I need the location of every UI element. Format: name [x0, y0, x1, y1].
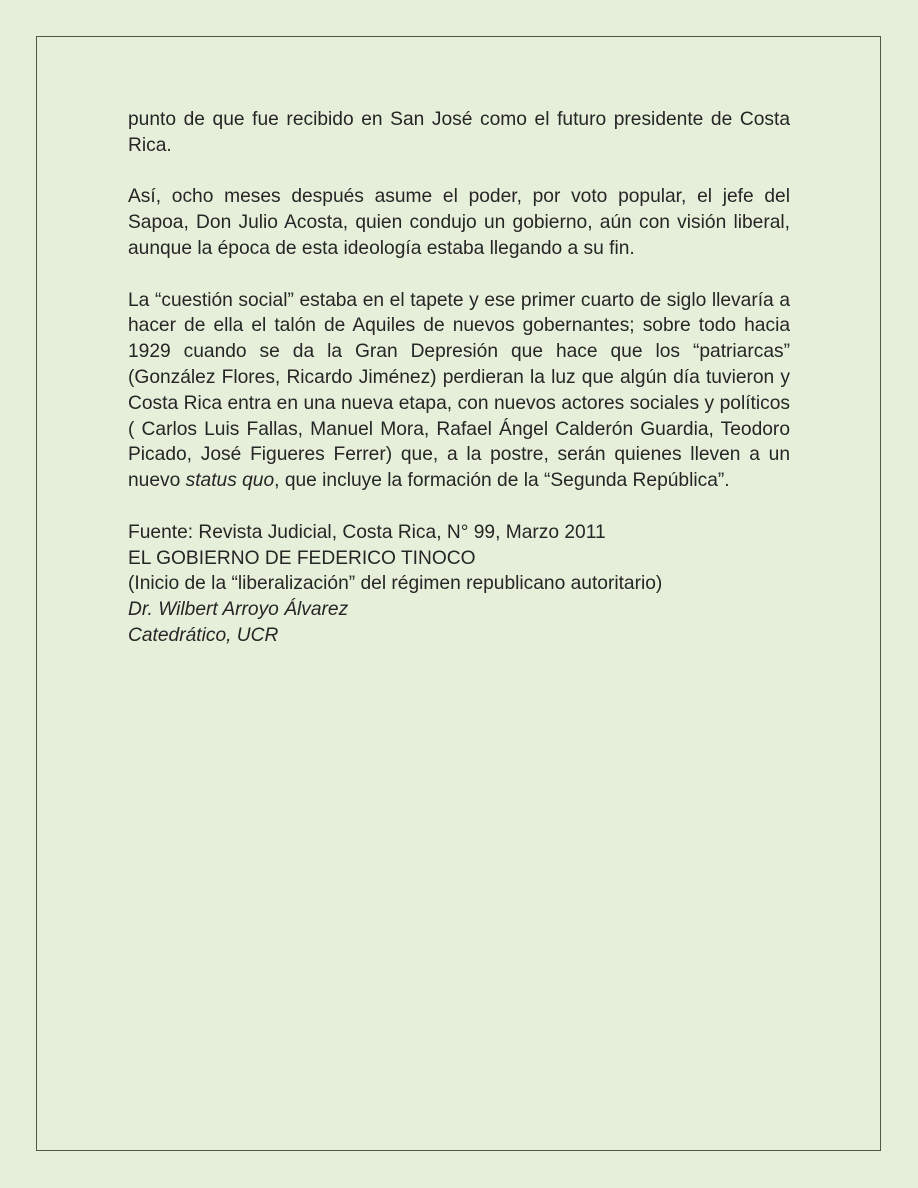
article-subtitle: (Inicio de la “liberalización” del régimen republicano autoritario) — [128, 573, 663, 595]
source-reference: Fuente: Revista Judicial, Costa Rica, N° 99, Marzo 2011 — [128, 521, 606, 543]
paragraph-3 — [128, 288, 790, 494]
author-position: Catedrático, UCR — [128, 624, 279, 646]
source-citation — [128, 520, 790, 649]
paragraph-1: punto de que fue recibido en San José como el futuro presidente de Costa Rica. — [128, 109, 790, 156]
article-title: EL GOBIERNO DE FEDERICO TINOCO — [128, 547, 476, 569]
document-body — [128, 107, 790, 649]
paragraph-2: Así, ocho meses después asume el poder, por voto popular, el jefe del Sapoa, Don Julio Acosta, quien condujo un gobierno, aún con visión liberal, aunque la época de esta ideología estaba llegando a su fin. — [128, 186, 790, 259]
author-name: Dr. Wilbert Arroyo Álvarez — [128, 599, 349, 621]
paragraph-3-italic-term: status quo — [185, 470, 275, 492]
paragraph-3-text-end: , que incluye la formación de la “Segunda República”. — [274, 470, 730, 492]
paragraph-3-text-start: La “cuestión social” estaba en el tapete y ese primer cuarto de siglo llevaría a hacer de ella el talón de Aquiles de nuevos gobernantes; sobre todo hacia 1929 cuando se da la Gran Depresión que hace que los “patriarcas” (González Flores, Ricardo Jiménez) perdieran la luz que algún día tuvieron y Costa Rica entra en una nueva etapa, con nuevos actores sociales y políticos ( Carlos Luis Fallas, Manuel Mora, Rafael Ángel Calderón Guardia, Teodoro Picado, José Figueres Ferrer) que, a la postre, serán quienes lleven a un nuevo — [128, 289, 790, 492]
